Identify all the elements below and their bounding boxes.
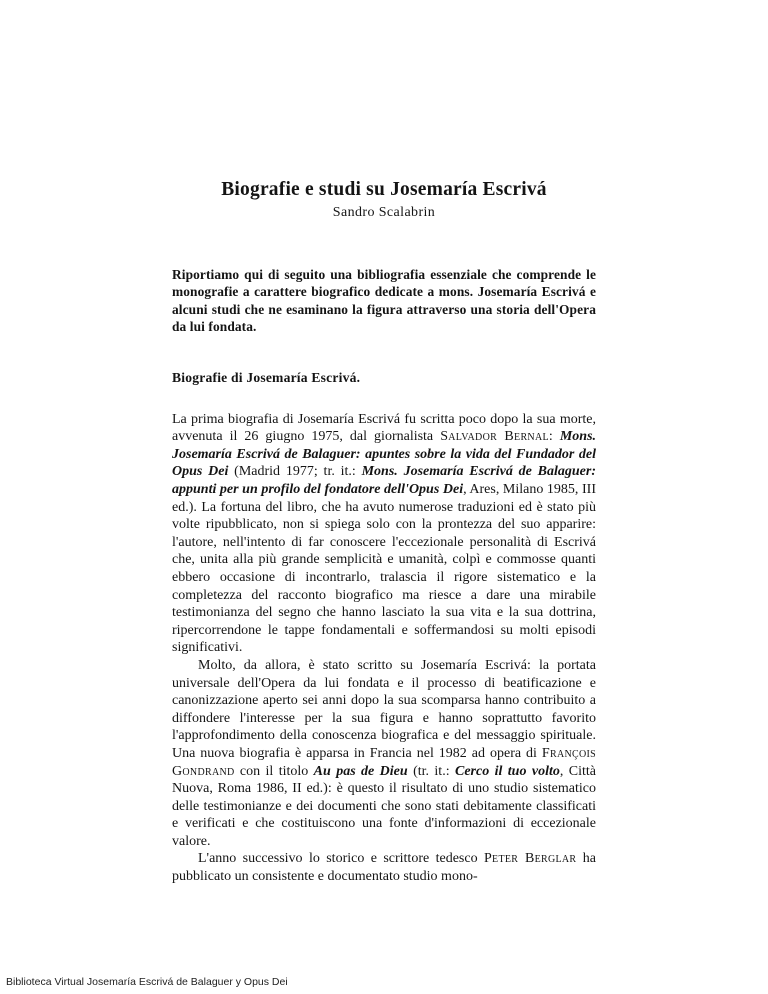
paragraph-3 (172, 850, 596, 885)
author-name-berglar: Peter Berglar (483, 851, 577, 867)
article-body (172, 411, 596, 886)
footer-source: Biblioteca Virtual Josemaría Escrivá de Balaguer y Opus Dei (6, 976, 288, 988)
work-title-apuntes: Mons. Josemaría Escrivá de Balaguer: apuntes sobre la vida del Fundador del Opus Dei (172, 429, 597, 480)
article-abstract: Riportiamo qui di seguito una bibliografia essenziale che comprende le monografie a carattere biografico dedicate a mons. Josemaría Escrivá e alcuni studi che ne esaminano la figura attraverso una storia dell'Opera da lui fondata. (172, 267, 596, 335)
author-name-gondrand: François Gondrand (172, 745, 596, 779)
work-title-appunti: Mons. Josemaría Escrivá de Balaguer: appunti per un profilo del fondatore dell'Opus Dei (172, 464, 596, 497)
paragraph-2-text-b: con il titolo (234, 763, 314, 779)
paragraph-1-text-a: La prima biografia di Josemaría Escrivá fu scritta poco dopo la sua morte, avvenuta il 26 giugno 1975, dal giornalista (172, 411, 596, 445)
paragraph-1-text-b: : (548, 429, 560, 445)
article (172, 178, 596, 886)
paragraph-1 (172, 411, 596, 657)
paragraph-2-text-a: Molto, da allora, è stato scritto su Josemaría Escrivá: la portata universale dell'Opera da lui fondata e il processo di beatificazione e canonizzazione aperto sei anni dopo la sua scomparsa hanno contribuito a diffondere l'interesse per la sua figura e hanno soprattutto favorito l'approfondimento della conoscenza biografica e del messaggio spirituale. Una nuova biografia è apparsa in Francia nel 1982 ad opera di (172, 657, 596, 761)
article-title: Biografie e studi su Josemaría Escrivá (221, 179, 547, 200)
article-author: Sandro Scalabrin (332, 205, 436, 220)
paragraph-2-text-d: , Città Nuova, Roma 1986, II ed.): è questo il risultato di uno studio sistematico delle testimonianze e dei documenti che sono stati debitamente classificati e verificati e che costituiscono una fonte d'informazioni di eccezionale valore. (172, 763, 596, 849)
paragraph-2-text-c: (tr. it.: (407, 763, 455, 779)
paragraph-1-text-d: , Ares, Milano 1985, III ed.). La fortuna del libro, che ha avuto numerose traduzioni ed è stato più volte ripubblicato, non si spiega solo con la prontezza del suo apparire: l'autore, nell'intento di far conoscere l'eccezionale personalità di Escrivá che, unita alla più grande semplicità e umanità, colpì e commosse quanti ebbero occasione di incontrarlo, tralascia il rigore sistematico e la completezza del racconto biografico ma riesce a dare una mirabile testimonianza del segno che hanno lasciato la sua vita e la sua dottrina, ripercorrendone le tappe fondamentali e soffermandosi su molti episodi significativi. (172, 482, 596, 656)
paragraph-1-text-c: (Madrid 1977; tr. it.: (228, 464, 362, 480)
author-name-bernal: Salvador Bernal (440, 429, 549, 445)
work-title-cerco-il-tuo-volto: Cerco il tuo volto (454, 763, 560, 779)
paragraph-3-text-a: L'anno successivo lo storico e scrittore tedesco (198, 851, 484, 867)
work-title-au-pas-de-dieu: Au pas de Dieu (313, 763, 408, 779)
paragraph-2 (172, 657, 596, 851)
section-heading: Biografie di Josemaría Escrivá. (172, 369, 361, 385)
paragraph-3-text-b: ha pubblicato un consistente e documentato studio mono- (172, 851, 596, 885)
